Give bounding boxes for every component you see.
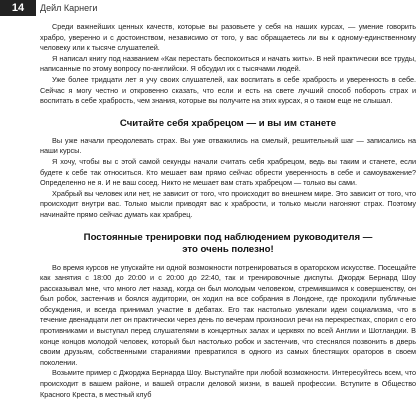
page-number: 14	[0, 0, 36, 16]
paragraph: Храбрый вы человек или нет, не зависит от того, что происходит во внешнем мире. Это зависит от того, что происходит внутри вас. Только мысли приводят вас к храбрости, и только мысли нагоняют страх. Поэтому начинайте прямо сейчас думать как храбрец.	[40, 188, 416, 219]
section-heading	[40, 232, 416, 257]
paragraph: Я хочу, чтобы вы с этой самой секунды начали считать себя храбрецом, ведь вы таким и станете, если будете к себе так относиться. Кто мешает вам прямо сейчас обрести уверенность в себе и самоуважение? Определенно не я. И не ваш сосед. Никто не мешает вам стать храбрецом — только вы сами.	[40, 156, 416, 188]
paragraph: Возьмите пример с Джорджа Бернарда Шоу. Выступайте при любой возможности. Интересуйтесь всем, что происходит в вашем районе, и вашей отрасли деловой жизни, в вашей профессии. Вступите в Общество Красного Креста, в местный клуб	[40, 368, 416, 399]
section-heading: Считайте себя храбрецом — и вы им станете	[119, 117, 337, 129]
section-heading-line: Постоянные тренировки под наблюдением руководителя —	[83, 231, 373, 243]
paragraph: Уже более тридцати лет я учу своих слушателей, как воспитать в себе храбрость и уверенность в себе. Сейчас я могу честно и откровенно сказать, что если и есть на свете лучший способ побороть страх и воспитать в себе храбрость, чем знания, которые вы получите на этих курсах, я о таком еще не слышал.	[40, 74, 416, 106]
text-column	[40, 22, 416, 400]
running-header	[0, 0, 420, 16]
paragraph: Я написал книгу под названием «Как перестать беспокоиться и начать жить». В ней практически все труды, написанные по этому вопросу по-английски. Я обсудил их с тысячами людей.	[40, 53, 416, 74]
paragraph: Среди важнейших ценных качеств, которые вы разовьете у себя на наших курсах, — умение говорить храбро, уверенно и с достоинством, независимо от того, у вас обращаетесь ли вы к одному-единственному человеку или к тысяче слушателей.	[40, 22, 416, 53]
header-author: Дейл Карнеги	[40, 3, 98, 13]
paragraph: Вы уже начали преодолевать страх. Вы уже отважились на смелый, решительный шаг — записались на наши курсы.	[40, 135, 416, 156]
paragraph: Во время курсов не упускайте ни одной возможности потренироваться в ораторском искусстве. Посещайте как занятия с 18:00 до 20:00 и с 20:00 до 22:40, так и тренировочные диспуты. Джордж Бернард Шоу рассказывал мне, что много лет назад, когда он был молодым человеком, стремившимся к совершенству, он был робок, застенчив и боялся аудитории, он ходил на все собрания в Лондоне, где проходили публичные обсуждения, и всегда принимал участие в дебатах. Его так настолько увлекали идеи социализма, что в течение двенадцати лет он практически через день по вечерам произносил речи на перекрестках, спорил с его противниками и выступал перед слушателями в концертных залах и церквях по всей Англии и Шотландии. В конце концов молодой человек, который был настолько робок и застенчив, что стеснялся позвонить в дверь своим друзьям, собственными стараниями превратился в одного из самых блестящих ораторов в своем поколении.	[40, 262, 416, 367]
section-heading-line: это очень полезно!	[182, 244, 274, 255]
